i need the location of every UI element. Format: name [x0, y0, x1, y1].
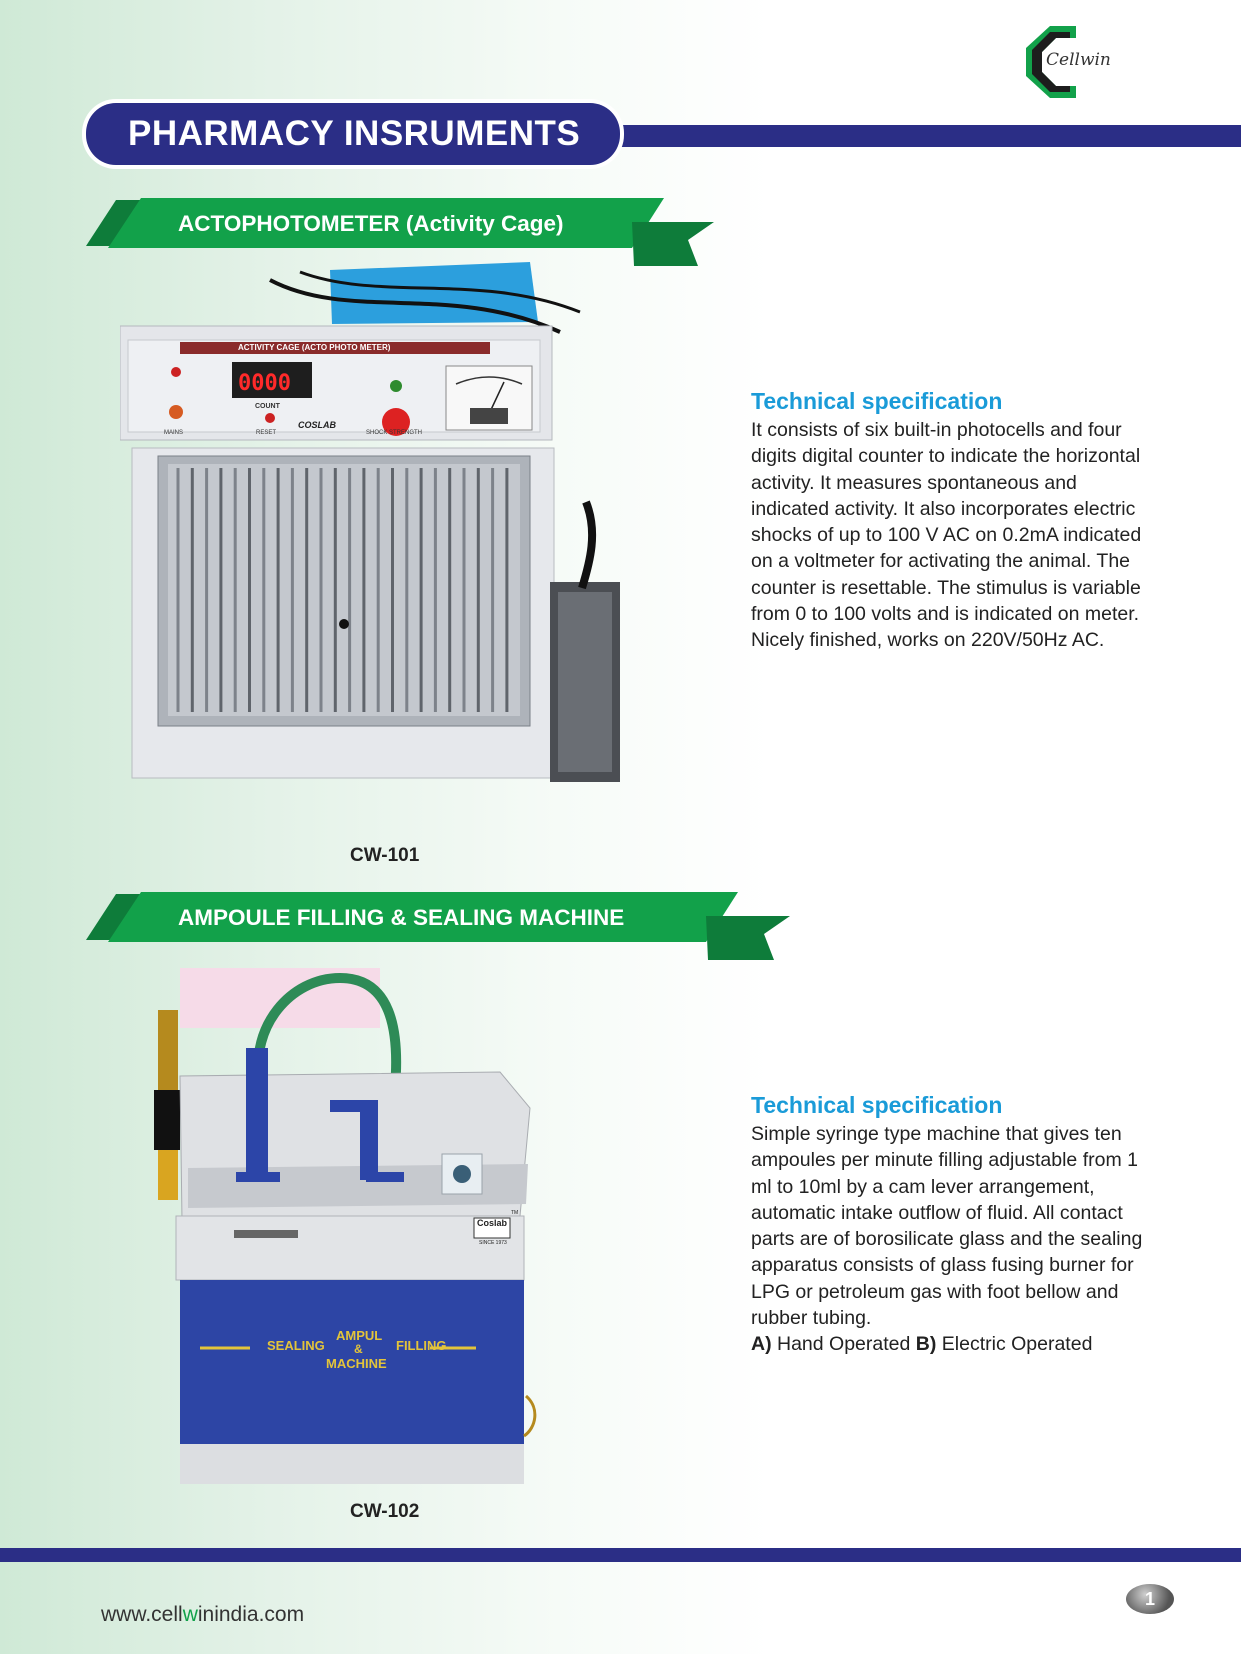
- website-link[interactable]: [101, 1603, 304, 1627]
- counter-display: 0000: [238, 371, 291, 396]
- ampul-label: AMPUL: [336, 1328, 383, 1343]
- product-2-title: AMPOULE FILLING & SEALING MACHINE: [178, 905, 625, 930]
- product-2-spec-heading: Technical specification: [751, 1092, 1003, 1118]
- option-a-label: A): [751, 1333, 772, 1356]
- machine-label: MACHINE: [326, 1356, 387, 1371]
- machine-brand-label: Coslab: [477, 1218, 508, 1228]
- product-2-spec-body: Simple syringe type machine that gives ten ampoules per minute filling adjustable from 1 ml to 10ml by a cam lever arrangement, automatic intake outflow of fluid. All contact parts are of borosilicate glass and the sealing apparatus consists of glass fusing burner for LPG or petroleum gas with foot bellow and rubber tubing.: [751, 1123, 1143, 1330]
- shock-label: SHOCK STRENGTH: [366, 430, 423, 436]
- mains-label: MAINS: [164, 430, 184, 436]
- product-1-spec-text: It consists of six built-in photocells and four digits digital counter to indicate the horizontal activity. It measures spontaneous and indicated activity. It also incorporates electric shocks of up to 100 V AC on 0.2mA indicated on a voltmeter for activating the animal. The counter is resettable. The stimulus is variable from 0 to 100 volts and is indicated on meter. Nicely finished, works on 220V/50Hz AC.: [751, 419, 1142, 652]
- footer-rule: [0, 1548, 1241, 1562]
- product-2-spec-text: [751, 1121, 1151, 1358]
- url-part-3: inindia.com: [197, 1603, 305, 1626]
- option-a-text: Hand Operated: [777, 1333, 911, 1356]
- brand-logo: [1018, 22, 1128, 102]
- page-number: 1: [1126, 1584, 1174, 1614]
- product-2-photo: [140, 968, 580, 1488]
- ampersand-label: &: [354, 1342, 363, 1356]
- sealing-label: SEALING: [267, 1338, 325, 1353]
- brand-label: COSLAB: [298, 420, 336, 430]
- url-part-1: www.cell: [101, 1603, 183, 1626]
- option-b-label: B): [915, 1333, 937, 1356]
- product-1-title: ACTOPHOTOMETER (Activity Cage): [178, 211, 564, 236]
- logo-text: Cellwin: [1046, 50, 1111, 70]
- url-part-2: w: [182, 1603, 198, 1626]
- page-title: PHARMACY INSRUMENTS: [128, 114, 581, 153]
- reset-label: RESET: [256, 430, 277, 436]
- filling-label: FILLING: [396, 1338, 447, 1353]
- product-1-code: CW-101: [350, 845, 420, 866]
- product-1-photo: [120, 262, 648, 822]
- option-b-text: Electric Operated: [941, 1333, 1093, 1356]
- panel-label: ACTIVITY CAGE (ACTO PHOTO METER): [238, 343, 391, 352]
- since-label: SINCE 1973: [479, 1240, 507, 1246]
- tm-label: TM: [511, 1210, 519, 1216]
- product-1-spec-heading: Technical specification: [751, 388, 1003, 414]
- count-label: COUNT: [255, 403, 280, 410]
- product-2-code: CW-102: [350, 1501, 420, 1522]
- header-rule: [600, 125, 1241, 147]
